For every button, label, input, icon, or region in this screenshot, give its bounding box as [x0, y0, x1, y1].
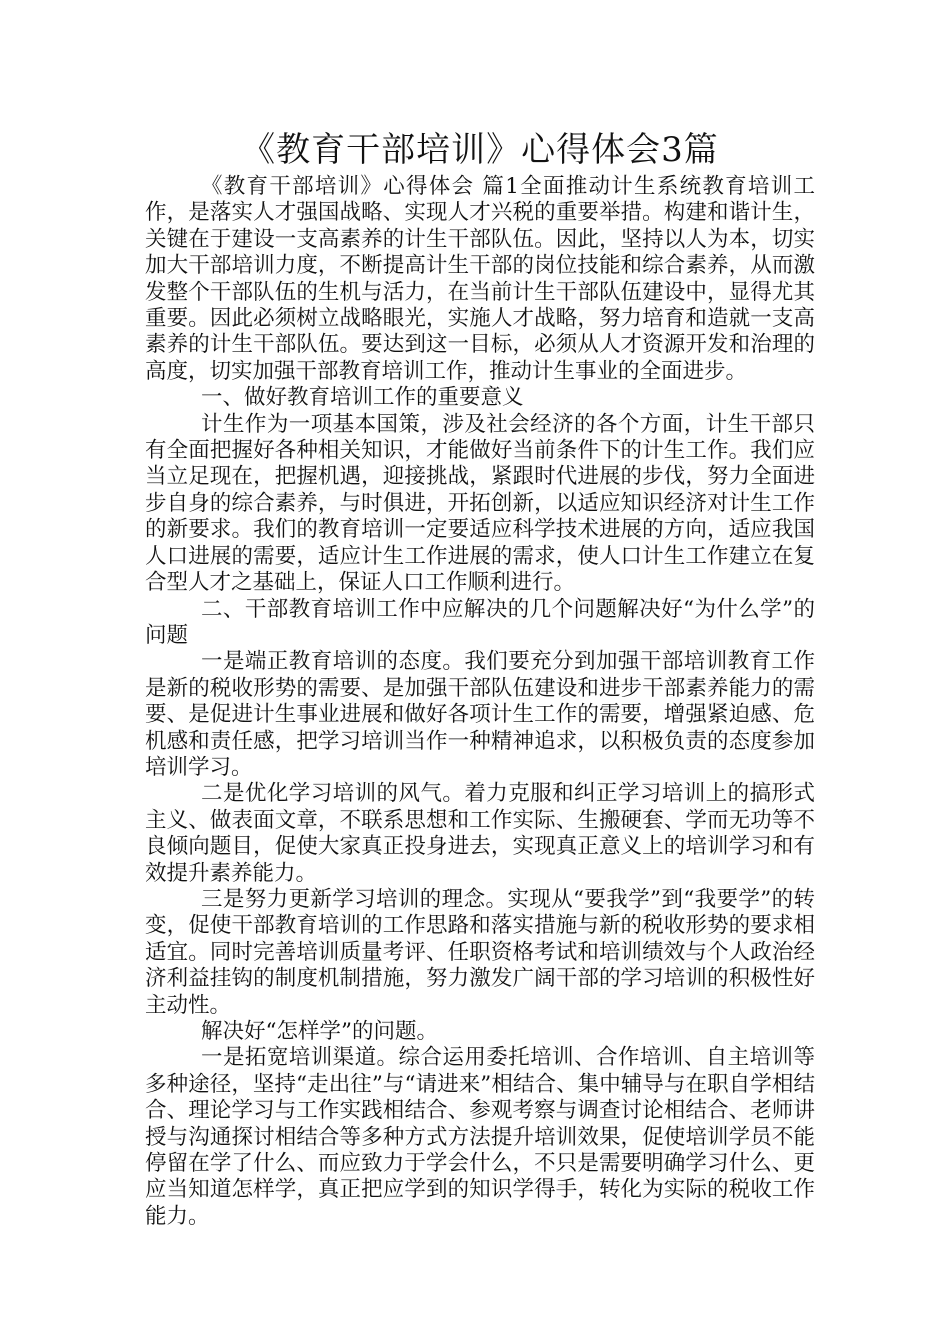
paragraph-concept: 三是努力更新学习培训的理念。实现从“要我学”到“我要学”的转变，促使干部教育培训的工作思路和落实措施与新的税收形势的要求相适宜。同时完善培训质量考评、任职资格考试和培训绩效与个人政治经济利益挂钩的制度机制措施，努力激发广阔干部的学习培训的积极性好主动性。 [145, 886, 815, 1018]
paragraph-attitude: 一是端正教育培训的态度。我们要充分到加强干部培训教育工作是新的税收形势的需要、是加强干部队伍建设和进步干部素养能力的需要、是促进计生事业进展和做好各项计生工作的需要，增强紧迫感、危机感和责任感，把学习培训当作一种精神追求，以积极负责的态度参加培训学习。 [145, 649, 815, 780]
paragraph-intro: 《教育干部培训》心得体会 篇1全面推动计生系统教育培训工作，是落实人才强国战略、实现人才兴税的重要举措。构建和谐计生，关键在于建设一支高素养的计生干部队伍。因此，坚持以人为本，切实加大干部培训力度，不断提高计生干部的岗位技能和综合素养，从而激发整个干部队伍的生机与活力，在当前计生干部队伍建设中，显得尤其重要。因此必须树立战略眼光，实施人才战略，努力培育和造就一支高素养的计生干部队伍。要达到这一目标，必须从人才资源开发和治理的高度，切实加强干部教育培训工作，推动计生事业的全面进步。 [145, 174, 815, 384]
document-page [145, 128, 815, 1230]
document-title: 《教育干部培训》心得体会3篇 [241, 130, 719, 170]
paragraph-channels: 一是拓宽培训渠道。综合运用委托培训、合作培训、自主培训等多种途径，坚持“走出往”与“请进来”相结合、集中辅导与在职自学相结合、理论学习与工作实践相结合、参观考察与调查讨论相结合、老师讲授与沟通探讨相结合等多种方式方法提升培训效果，促使培训学员不能停留在学了什么、而应致力于学会什么，不只是需要明确学习什么、更应当知道怎样学，真正把应学到的知识学得手，转化为实际的税收工作能力。 [145, 1045, 815, 1229]
section-heading-problems: 二、干部教育培训工作中应解决的几个问题解决好“为什么学”的问题 [145, 596, 815, 648]
paragraph-significance: 计生作为一项基本国策，涉及社会经济的各个方面，计生干部只有全面把握好各种相关知识，才能做好当前条件下的计生工作。我们应当立足现在，把握机遇，迎接挑战，紧跟时代进展的步伐，努力全面进步自身的综合素养，与时俱进，开拓创新，以适应知识经济对计生工作的新要求。我们的教育培训一定要适应科学技术进展的方向，适应我国人口进展的需要，适应计生工作进展的需求，使人口计生工作建立在复合型人才之基础上，保证人口工作顺利进行。 [145, 411, 815, 596]
section-heading-how-to-learn: 解决好“怎样学”的问题。 [201, 1019, 438, 1044]
paragraph-atmosphere: 二是优化学习培训的风气。着力克服和纠正学习培训上的搞形式主义、做表面文章，不联系思想和工作实际、生搬硬套、学而无功等不良倾向题目，促使大家真正投身进去，实现真正意义上的培训学习和有效提升素养能力。 [145, 781, 815, 886]
section-heading-significance: 一、做好教育培训工作的重要意义 [201, 385, 524, 411]
